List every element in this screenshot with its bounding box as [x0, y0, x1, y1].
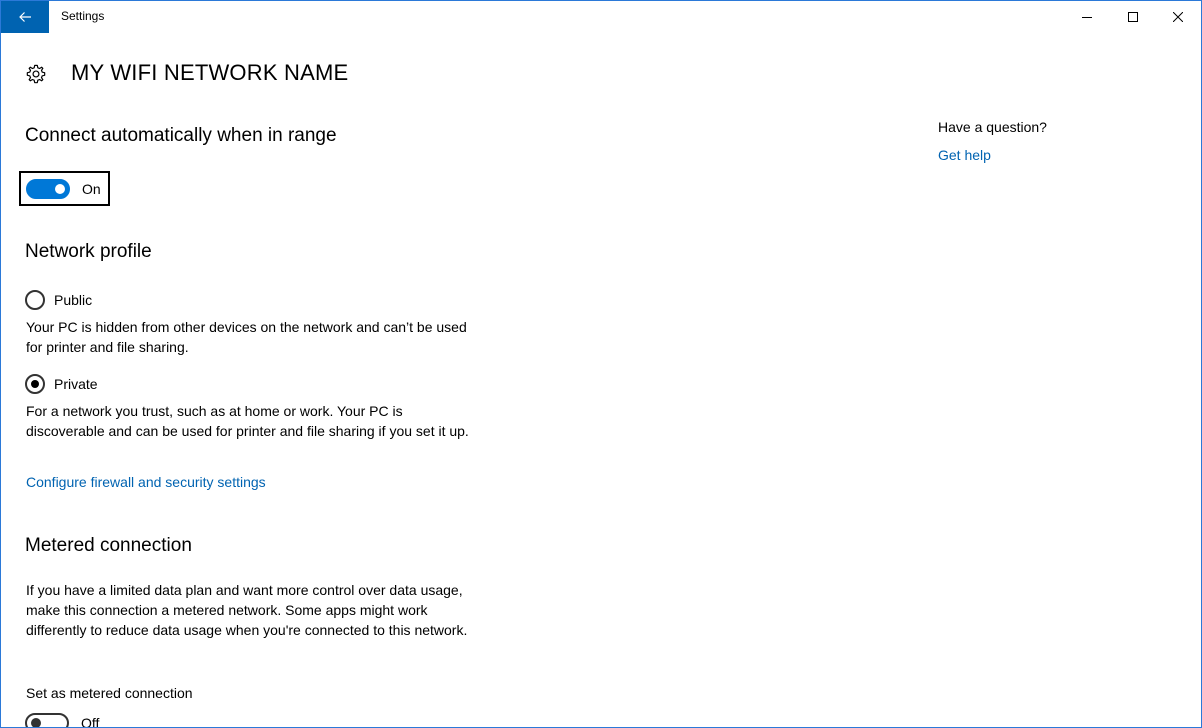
- toggle-track: [26, 179, 70, 199]
- maximize-button[interactable]: [1110, 1, 1156, 33]
- metered-heading: Metered connection: [25, 535, 192, 556]
- toggle-knob: [55, 184, 65, 194]
- network-profile-heading: Network profile: [25, 241, 152, 262]
- close-button[interactable]: [1155, 1, 1201, 33]
- close-icon: [1173, 12, 1183, 22]
- minimize-button[interactable]: [1064, 1, 1110, 33]
- private-description: For a network you trust, such as at home or work. Your PC is discoverable and can be used for printer and file sharing if you set it up.: [26, 403, 469, 439]
- gear-icon: [25, 63, 47, 85]
- toggle-state-label: On: [82, 180, 101, 197]
- set-metered-label: Set as metered connection: [26, 685, 193, 701]
- metered-toggle[interactable]: [25, 713, 99, 728]
- minimize-icon: [1082, 12, 1092, 22]
- back-button[interactable]: [1, 1, 49, 33]
- window-title: Settings: [61, 9, 105, 23]
- metered-description: If you have a limited data plan and want more control over data usage, make this connection a metered network. Some apps might work differently to reduce data usage when you're connected to this network.: [26, 582, 468, 638]
- page-title: MY WIFI NETWORK NAME: [71, 60, 349, 85]
- connect-auto-toggle[interactable]: [19, 171, 110, 206]
- radio-private[interactable]: [25, 374, 98, 394]
- radio-button-checked: [25, 374, 45, 394]
- radio-public[interactable]: [25, 290, 92, 310]
- maximize-icon: [1128, 12, 1138, 22]
- help-question: Have a question?: [938, 119, 1047, 135]
- toggle-state-label: Off: [81, 715, 100, 728]
- radio-label-public: Public: [54, 292, 93, 308]
- radio-button: [25, 290, 45, 310]
- get-help-link[interactable]: Get help: [938, 147, 991, 163]
- title-bar: [1, 1, 1201, 33]
- toggle-knob: [31, 718, 41, 728]
- radio-label-private: Private: [54, 376, 98, 392]
- toggle-track: [25, 713, 69, 728]
- firewall-settings-link[interactable]: Configure firewall and security settings: [26, 474, 266, 490]
- connect-auto-heading: Connect automatically when in range: [25, 125, 337, 146]
- back-arrow-icon: [18, 11, 32, 23]
- public-description: Your PC is hidden from other devices on the network and can’t be used for printer and file sharing.: [26, 319, 467, 355]
